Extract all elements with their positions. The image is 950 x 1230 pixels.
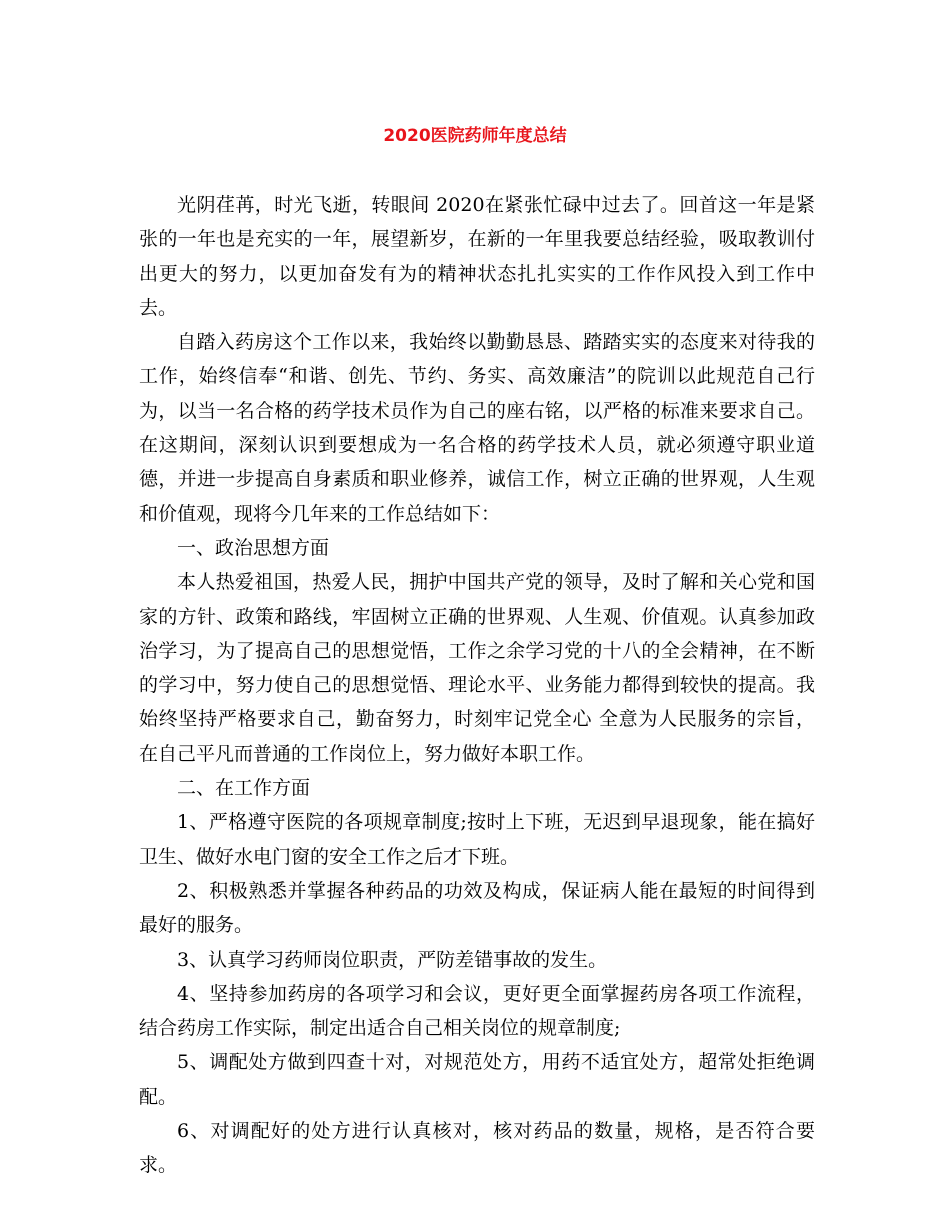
document-body (139, 188, 815, 1183)
list-item-5: 5、调配处方做到四查十对，对规范处方，用药不适宜处方，超常处拒绝调配。 (139, 1051, 815, 1108)
document-title: 2020医院药师年度总结 (383, 126, 567, 146)
section-heading-work: 二、在工作方面 (177, 777, 311, 800)
section-heading-politics: 一、政治思想方面 (177, 536, 330, 559)
paragraph-politics: 本人热爱祖国，热爱人民，拥护中国共产党的领导，及时了解和关心党和国家的方针、政策和路线，牢固树立正确的世界观、人生观、价值观。认真参加政治学习，为了提高自己的思想觉悟，工作之余学习党的十八的全会精神，在不断的学习中，努力使自己的思想觉悟、理论水平、业务能力都得到较快的提高。我始终坚持严格要求自己，勤奋努力，时刻牢记党全心 全意为人民服务的宗旨， 在自己平凡而普通的工作岗位上，努力做好本职工作。 (139, 571, 815, 765)
paragraph-intro: 光阴荏苒，时光飞逝，转眼间 2020在紧张忙碌中过去了。回首这一年是紧张的一年也是充实的一年，展望新岁，在新的一年里我要总结经验，吸取教训付出更大的努力，以更加奋发有为的精神状态扎扎实实的工作作风投入到工作中去。 (139, 194, 815, 319)
list-item-3: 3、认真学习药师岗位职责，严防差错事故的发生。 (177, 948, 608, 971)
list-item-6: 6、对调配好的处方进行认真核对，核对药品的数量，规格，是否符合要求。 (139, 1120, 815, 1177)
list-item-2: 2、积极熟悉并掌握各种药品的功效及构成，保证病人能在最短的时间得到最好的服务。 (139, 879, 815, 937)
list-item-1: 1、严格遵守医院的各项规章制度;按时上下班，无迟到早退现象，能在搞好卫生、做好水电门窗的安全工作之后才下班。 (139, 811, 815, 868)
list-item-4: 4、坚持参加药房的各项学习和会议，更好更全面掌握药房各项工作流程，结合药房工作实际，制定出适合自己相关岗位的规章制度; (139, 982, 815, 1040)
paragraph-attitude: 自踏入药房这个工作以来，我始终以勤勤恳恳、踏踏实实的态度来对待我的工作，始终信奉“和谐、创先、节约、务实、高效廉洁”的院训以此规范自己行为，以当一名合格的药学技术员作为自己的座右铭，以严格的标准来要求自己。在这期间，深刻认识到要想成为一名合格的药学技术人员，就必须遵守职业道德，并进一步提高自身素质和职业修养，诚信工作，树立正确的世界观，人生观和价值观，现将今几年来的工作总结如下： (139, 331, 815, 525)
